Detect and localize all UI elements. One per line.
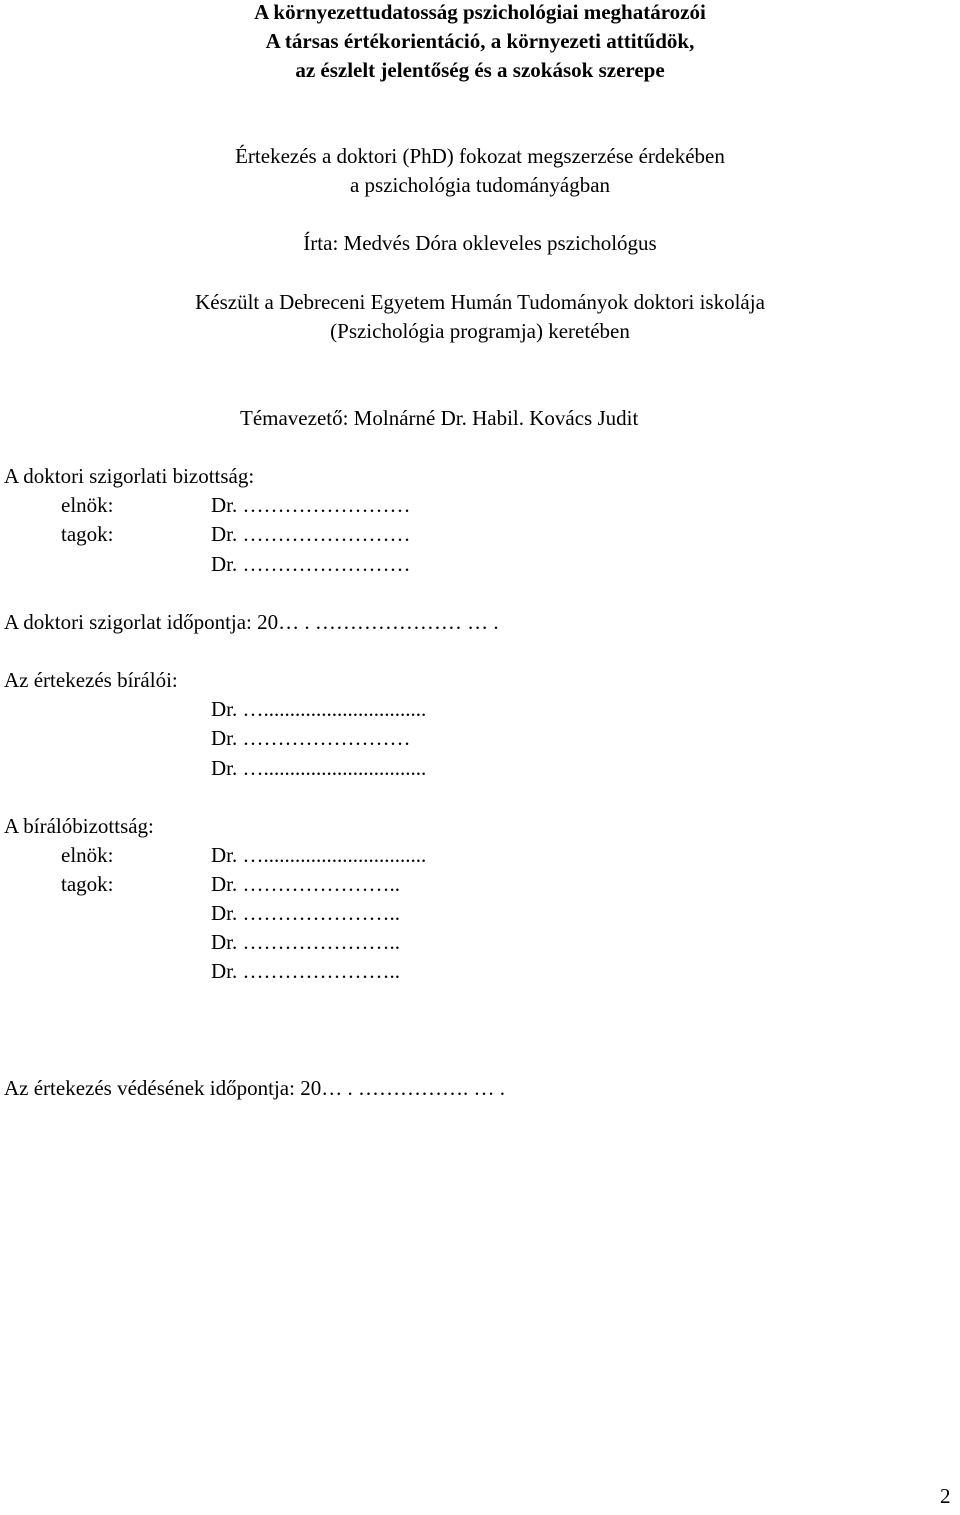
institution-line-2: (Pszichológia programja) keretében: [330, 319, 630, 343]
author-line: Írta: Medvés Dóra okleveles pszichológus: [303, 231, 657, 255]
review-members-label: tagok:: [61, 872, 114, 896]
reviewers-heading: Az értekezés bírálói:: [4, 668, 178, 692]
exam-committee-heading: A doktori szigorlati bizottság:: [4, 464, 255, 488]
review-member-4: Dr. …………………..: [211, 959, 400, 983]
exam-members-label: tagok:: [61, 522, 114, 546]
defense-date-line: Az értekezés védésének időpontja: 20… . ……………. … .: [4, 1076, 505, 1100]
exam-chair-value: Dr. ……………………: [211, 493, 411, 517]
exam-member-1: Dr. ……………………: [211, 522, 411, 546]
exam-date-line: A doktori szigorlat időpontja: 20… . ………………… … .: [4, 610, 499, 634]
supervisor-line: Témavezető: Molnárné Dr. Habil. Kovács Judit: [240, 406, 639, 430]
review-member-2: Dr. …………………..: [211, 901, 400, 925]
reviewer-3: Dr. …...............................: [211, 756, 427, 780]
subtitle-line-2: a pszichológia tudományágban: [349, 173, 611, 197]
review-chair-label: elnök:: [61, 843, 114, 867]
reviewer-1: Dr. …...............................: [211, 697, 427, 721]
exam-member-2: Dr. ……………………: [211, 552, 411, 576]
title-line-1: A környezettudatosság pszichológiai meghatározói: [254, 0, 706, 24]
exam-chair-label: elnök:: [61, 493, 114, 517]
subtitle-line-1: Értekezés a doktori (PhD) fokozat megszerzése érdekében: [235, 144, 725, 168]
review-chair-value: Dr. …...............................: [211, 843, 427, 867]
review-committee-heading: A bírálóbizottság:: [4, 814, 154, 838]
page-number: 2: [940, 1484, 951, 1508]
reviewer-2: Dr. ……………………: [211, 726, 411, 750]
title-line-2: A társas értékorientáció, a környezeti attitűdök,: [265, 29, 695, 53]
review-member-1: Dr. …………………..: [211, 872, 400, 896]
review-member-3: Dr. …………………..: [211, 930, 400, 954]
title-line-3: az észlelt jelentőség és a szokások szerepe: [295, 58, 665, 82]
institution-line-1: Készült a Debreceni Egyetem Humán Tudományok doktori iskolája: [195, 290, 765, 314]
